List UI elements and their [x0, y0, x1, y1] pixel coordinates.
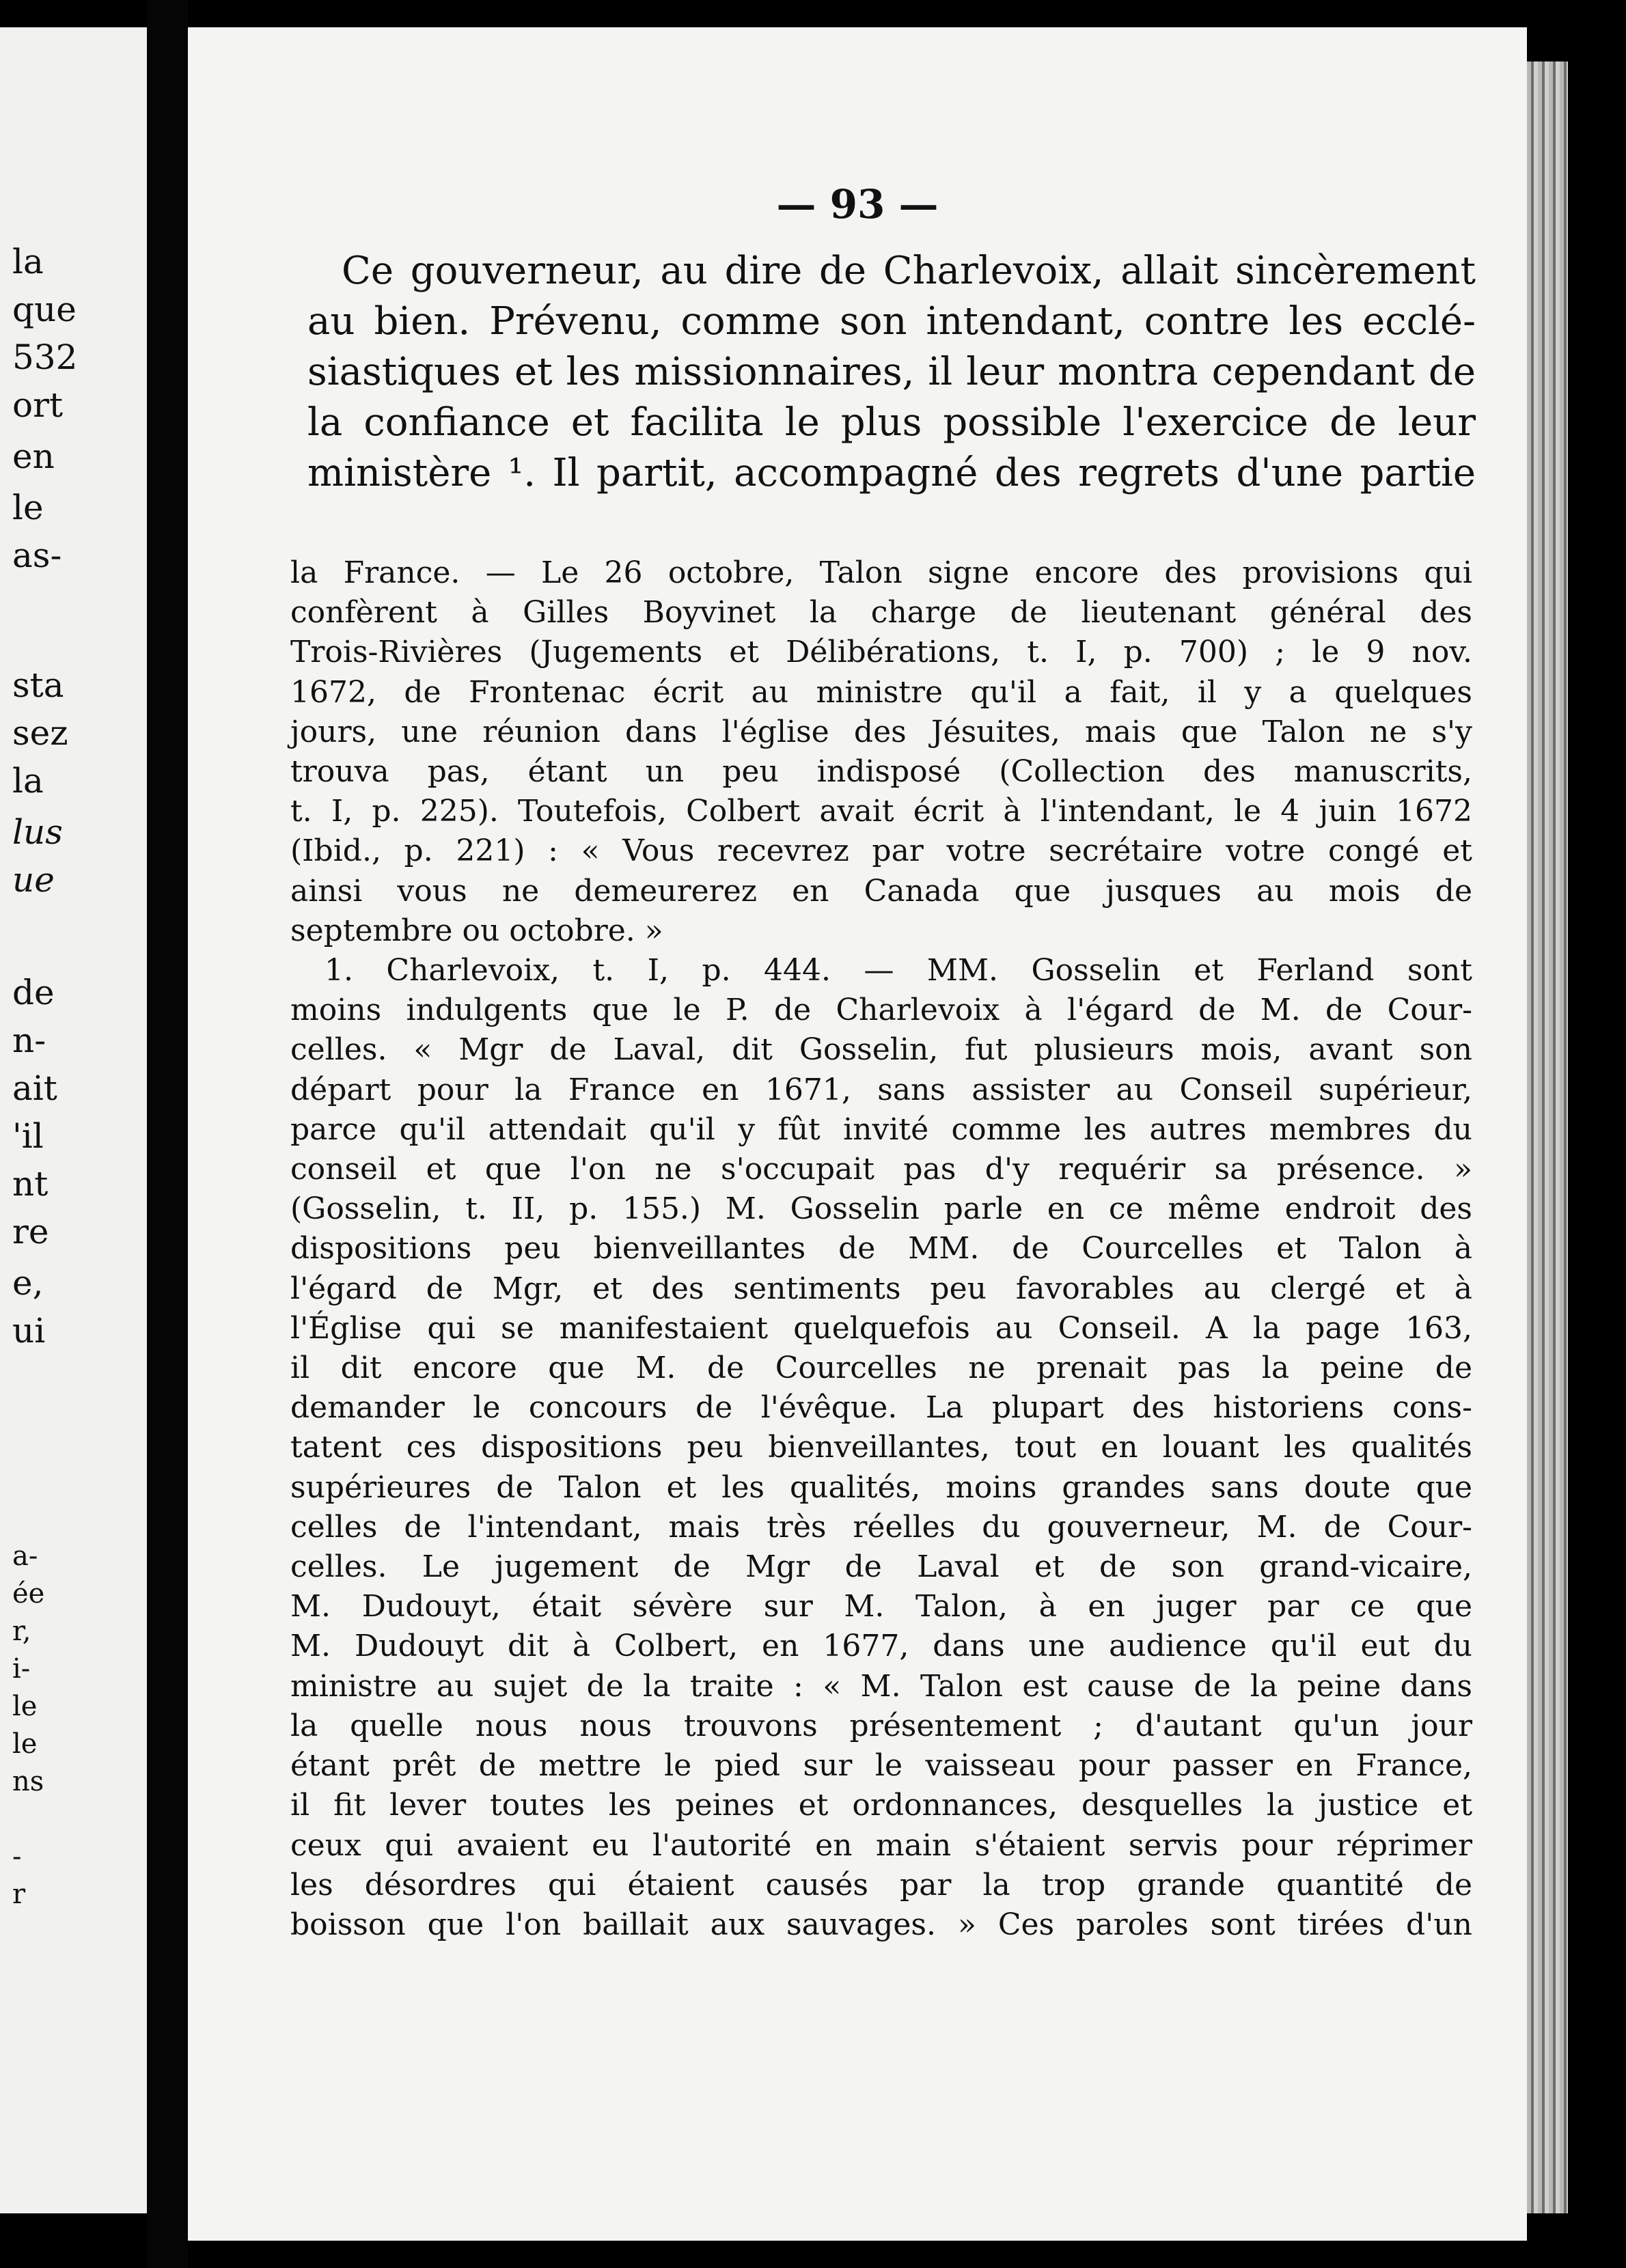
- footnote-line: dispositions peu bienveillantes de MM. de Courcelles et Talon à: [290, 1231, 1472, 1267]
- footnote-line: ceux qui avaient eu l'autorité en main s'étaient servis pour réprimer: [290, 1827, 1472, 1863]
- footnote-line: septembre ou octobre. »: [290, 913, 663, 948]
- left-fragment: le: [12, 1728, 38, 1760]
- text-line: ministère ¹. Il partit, accompagné des regrets d'une partie: [307, 451, 1476, 495]
- footnote-line: l'Église qui se manifestaient quelquefois au Conseil. A la page 163,: [290, 1310, 1472, 1346]
- footnote-line: (Gosselin, t. II, p. 155.) M. Gosselin parle en ce même endroit des: [290, 1191, 1472, 1227]
- footnote-1: [290, 951, 1472, 1945]
- page-number: — 93 —: [776, 181, 939, 227]
- left-fragment: sta: [12, 665, 64, 705]
- footnote-line: celles. « Mgr de Laval, dit Gosselin, fut plusieurs mois, avant son: [290, 1032, 1472, 1068]
- left-fragment: la: [12, 761, 44, 801]
- footnote-line: Trois-Rivières (Jugements et Délibérations, t. I, p. 700) ; le 9 nov.: [290, 635, 1472, 670]
- footnote-line: celles. Le jugement de Mgr de Laval et de son grand-vicaire,: [290, 1549, 1472, 1585]
- left-fragment: que: [12, 290, 77, 329]
- left-fragment: ée: [12, 1578, 45, 1609]
- scan-border: [1568, 0, 1626, 2268]
- footnotes: [290, 553, 1472, 1945]
- footnote-line: 1. Charlevoix, t. I, p. 444. — MM. Gosselin et Ferland sont: [325, 953, 1472, 988]
- text-line: Ce gouverneur, au dire de Charlevoix, allait sincèrement: [342, 249, 1476, 293]
- footnote-line: trouva pas, étant un peu indisposé (Collection des manuscrits,: [290, 754, 1472, 790]
- left-fragment: le: [12, 1691, 38, 1722]
- footnote-line: moins indulgents que le P. de Charlevoix à l'égard de M. de Cour-: [290, 993, 1472, 1028]
- footnote-line: il fit lever toutes les peines et ordonnances, desquelles la justice et: [290, 1788, 1472, 1823]
- footnote-line: confèrent à Gilles Boyvinet la charge de lieutenant général des: [290, 595, 1472, 631]
- text-line: siastiques et les missionnaires, il leur montra cependant de: [307, 350, 1476, 394]
- footnote-line: ainsi vous ne demeurerez en Canada que jusques au mois de: [290, 873, 1472, 909]
- book-gutter: [147, 0, 188, 2268]
- footnote-line: il dit encore que M. de Courcelles ne prenait pas la peine de: [290, 1351, 1472, 1386]
- left-fragment: a-: [12, 1540, 38, 1572]
- page-stack-edge: [1527, 61, 1568, 2213]
- left-fragment: ait: [12, 1068, 57, 1108]
- left-fragment: 532: [12, 337, 78, 377]
- left-fragment: r: [12, 1879, 26, 1910]
- book-page: [188, 27, 1527, 2241]
- left-fragment: de: [12, 973, 55, 1012]
- footnote-line: ministre au sujet de la traite : « M. Talon est cause de la peine dans: [290, 1668, 1472, 1704]
- left-fragment: -: [12, 1841, 22, 1872]
- left-fragment: i-: [12, 1653, 31, 1685]
- footnote-line: 1672, de Frontenac écrit au ministre qu'il a fait, il y a quelques: [290, 674, 1472, 710]
- left-page-margin: [0, 27, 147, 2213]
- left-fragment: lus: [12, 812, 63, 852]
- footnote-line: demander le concours de l'évêque. La plupart des historiens cons-: [290, 1390, 1472, 1426]
- footnote-line: M. Dudouyt, était sévère sur M. Talon, à en juger par ce que: [290, 1589, 1472, 1624]
- footnote-line: tatent ces dispositions peu bienveillantes, tout en louant les qualités: [290, 1430, 1472, 1465]
- left-fragment: ui: [12, 1311, 46, 1351]
- footnote-line: supérieures de Talon et les qualités, moins grandes sans doute que: [290, 1469, 1472, 1505]
- footnote-line: étant prêt de mettre le pied sur le vaisseau pour passer en France,: [290, 1748, 1472, 1784]
- left-fragment: r,: [12, 1616, 31, 1647]
- text-line: au bien. Prévenu, comme son intendant, contre les ecclé-: [307, 299, 1476, 344]
- left-fragment: 'il: [12, 1116, 44, 1156]
- footnote-line: parce qu'il attendait qu'il y fût invité comme les autres membres du: [290, 1111, 1472, 1147]
- left-fragment: ort: [12, 385, 64, 425]
- footnote-line: les désordres qui étaient causés par la trop grande quantité de: [290, 1867, 1472, 1903]
- left-fragment: as-: [12, 536, 62, 575]
- footnote-line: la France. — Le 26 octobre, Talon signe encore des provisions qui: [290, 555, 1472, 590]
- left-fragment: sez: [12, 713, 68, 753]
- footnote-line: celles de l'intendant, mais très réelles du gouverneur, M. de Cour-: [290, 1509, 1472, 1545]
- footnote-line: la quelle nous nous trouvons présentement ; d'autant qu'un jour: [290, 1708, 1472, 1743]
- text-line: la confiance et facilita le plus possible l'exercice de leur: [307, 400, 1476, 445]
- left-fragment: la: [12, 242, 44, 281]
- footnote-line: (Ibid., p. 221) : « Vous recevrez par votre secrétaire votre congé et: [290, 833, 1472, 869]
- footnote-line: jours, une réunion dans l'église des Jésuites, mais que Talon ne s'y: [290, 714, 1472, 749]
- left-fragment: nt: [12, 1164, 49, 1204]
- main-text: [307, 246, 1476, 499]
- left-fragment: n-: [12, 1021, 46, 1060]
- left-fragment: ue: [12, 860, 55, 900]
- left-fragment: e,: [12, 1263, 44, 1303]
- left-fragment: le: [12, 488, 44, 527]
- footnote-line: conseil et que l'on ne s'occupait pas d'y requérir sa présence. »: [290, 1152, 1472, 1187]
- footnote-line: t. I, p. 225). Toutefois, Colbert avait écrit à l'intendant, le 4 juin 1672: [290, 794, 1472, 829]
- left-fragment: re: [12, 1212, 49, 1251]
- footnote-continuation: [290, 553, 1472, 951]
- footnote-line: M. Dudouyt dit à Colbert, en 1677, dans une audience qu'il eut du: [290, 1629, 1472, 1664]
- footnote-line: l'égard de Mgr, et des sentiments peu favorables au clergé et à: [290, 1271, 1472, 1306]
- footnote-line: boisson que l'on baillait aux sauvages. » Ces paroles sont tirées d'un: [290, 1907, 1472, 1942]
- left-fragment: ns: [12, 1766, 44, 1797]
- left-fragment: en: [12, 437, 55, 476]
- footnote-line: départ pour la France en 1671, sans assister au Conseil supérieur,: [290, 1072, 1472, 1107]
